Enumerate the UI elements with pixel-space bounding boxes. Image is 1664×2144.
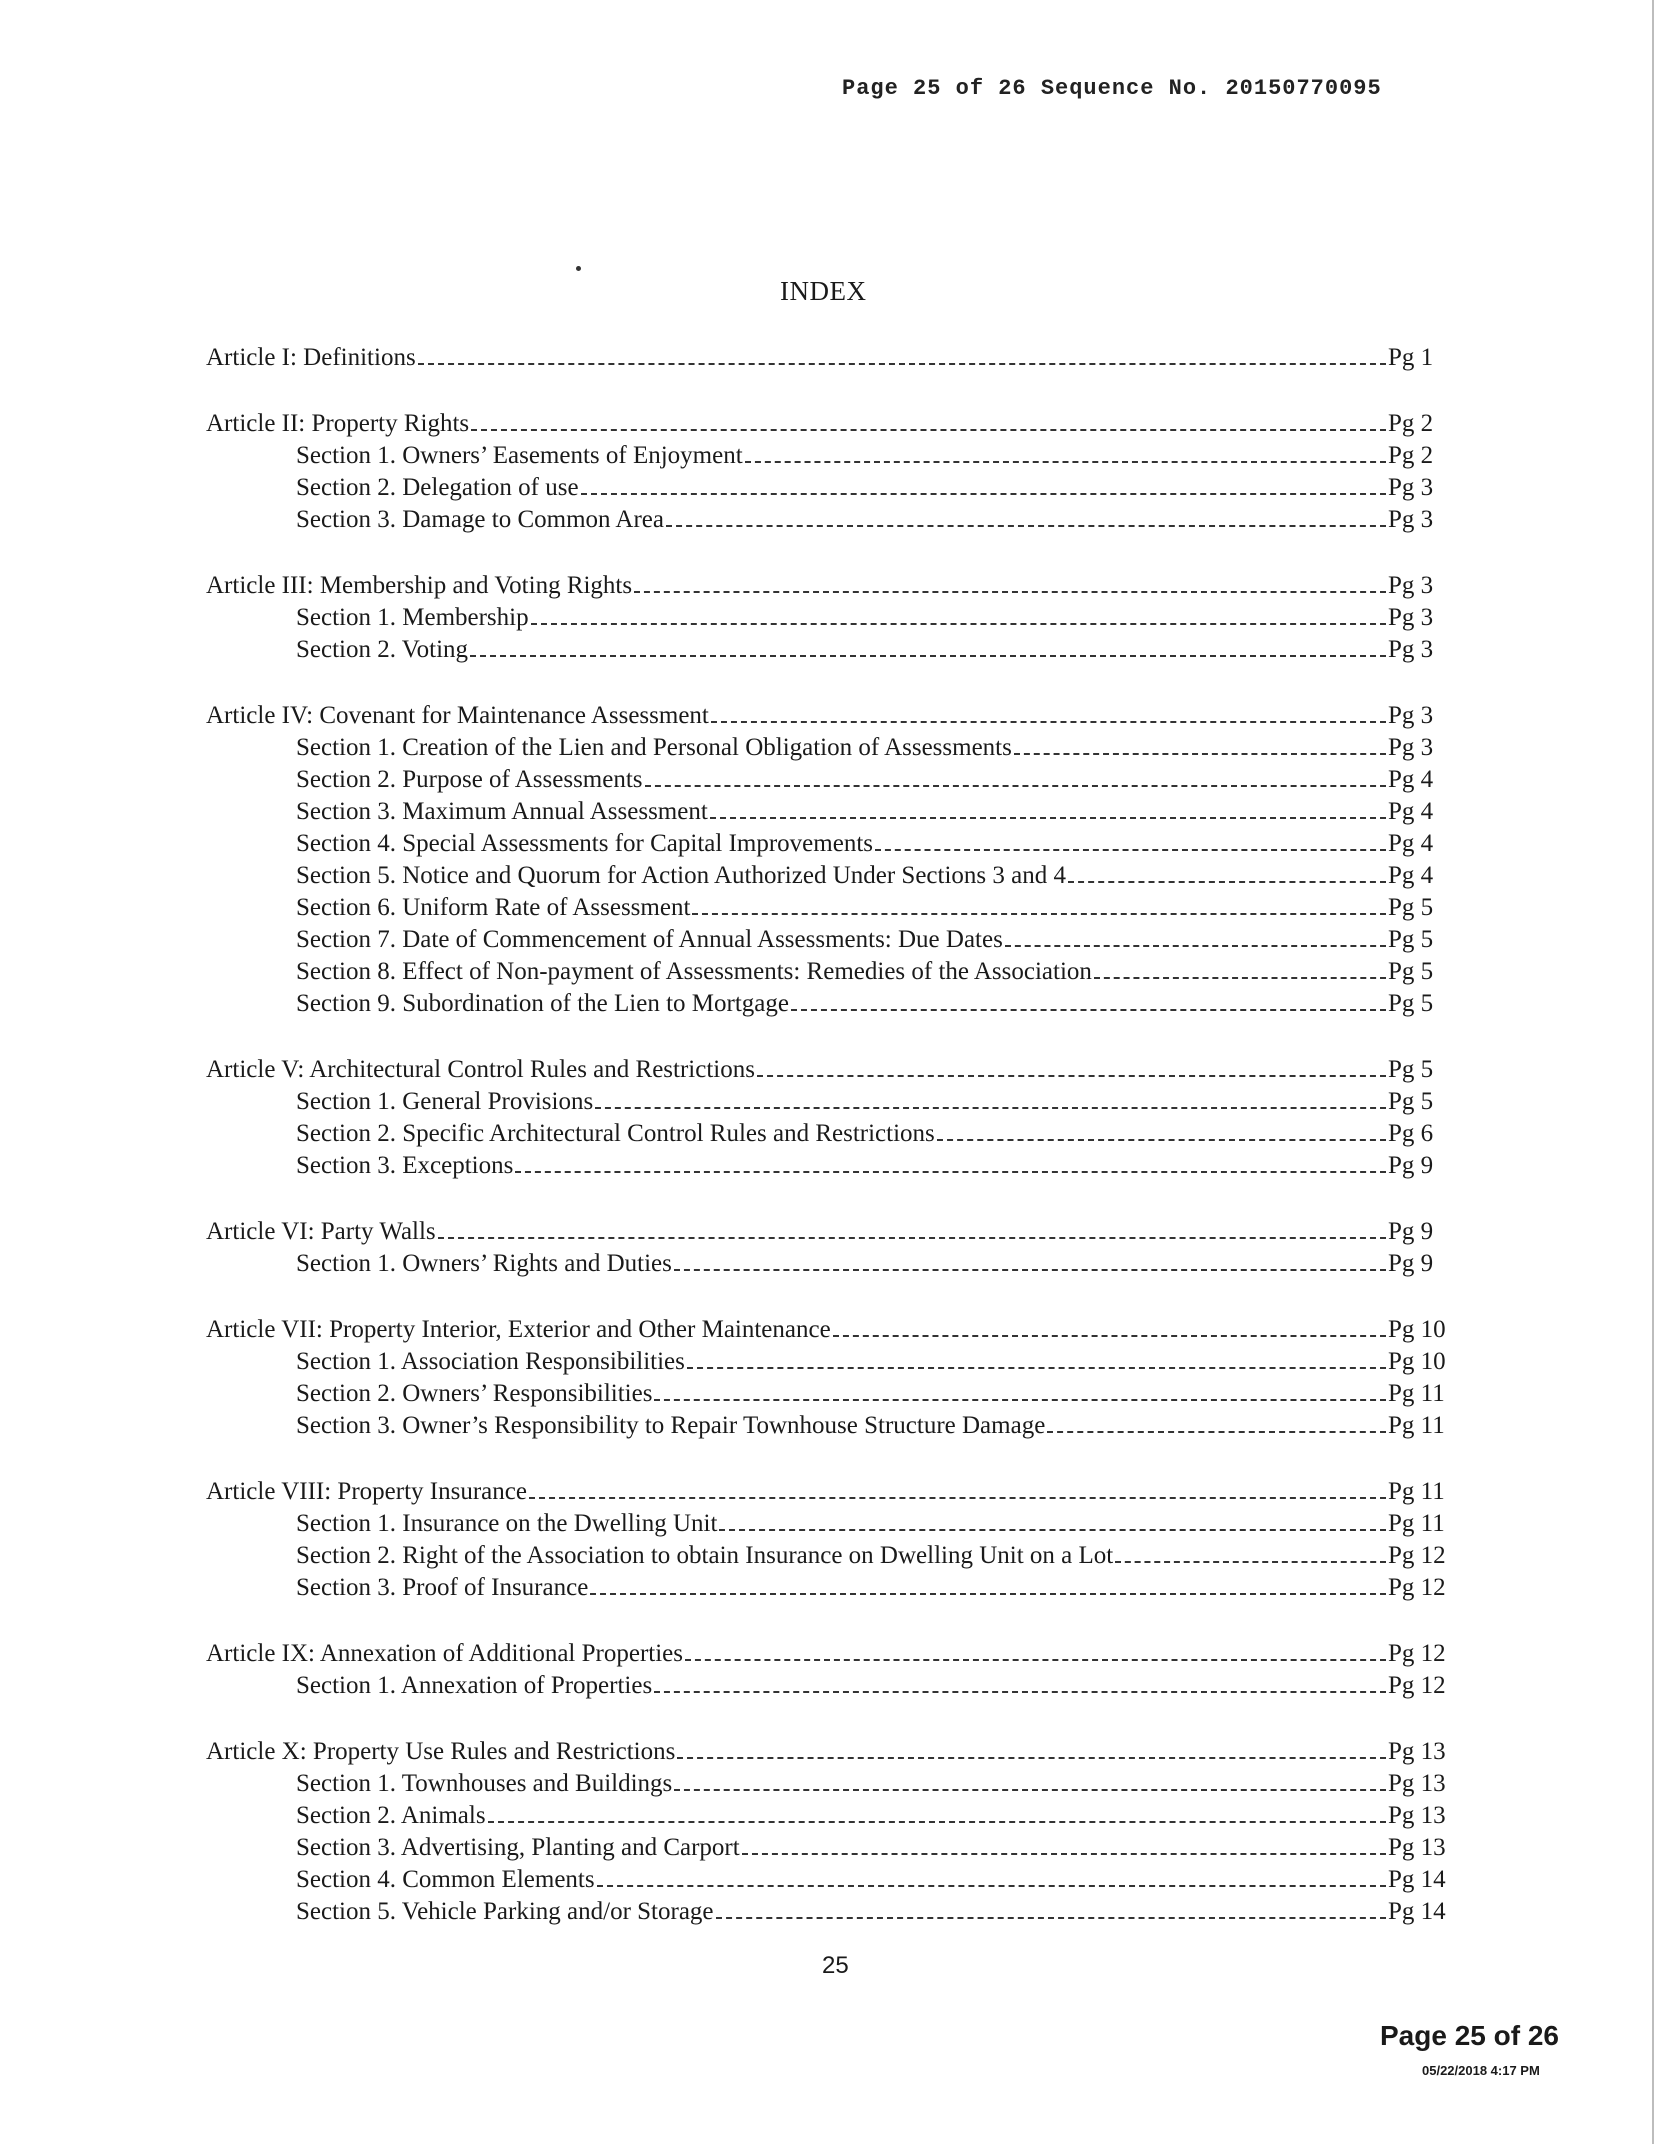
toc-section-entry — [206, 504, 1436, 536]
toc-entry-label: Section 2. Purpose of Assessments — [296, 766, 643, 793]
toc-section-entry — [206, 1118, 1436, 1150]
toc-page-ref: Pg 3 — [1388, 572, 1434, 599]
toc-section-entry — [206, 828, 1436, 860]
toc-leader-dashes — [654, 1399, 1386, 1401]
toc-article-entry — [206, 1636, 1446, 1670]
toc-section-entry — [206, 860, 1436, 892]
toc-leader-dashes — [687, 1367, 1386, 1369]
toc-article-entry — [206, 568, 1436, 602]
toc-leader-dashes — [1047, 1431, 1386, 1433]
toc-section-entry — [206, 1572, 1446, 1604]
toc-leader-dashes — [529, 1497, 1386, 1499]
toc-entry-label: Section 2. Delegation of use — [296, 474, 579, 501]
toc-entry-label: Article IV: Covenant for Maintenance Assessment — [206, 702, 709, 729]
toc-group — [206, 1214, 1436, 1280]
toc-leader-dashes — [488, 1821, 1386, 1823]
page-number: 25 — [822, 1952, 849, 1979]
toc-leader-dashes — [654, 1691, 1386, 1693]
toc-section-entry — [206, 1540, 1446, 1572]
toc-page-ref: Pg 10 — [1388, 1316, 1446, 1343]
toc-page-ref: Pg 9 — [1388, 1152, 1434, 1179]
toc-entry-label: Article VI: Party Walls — [206, 1218, 436, 1245]
toc-page-ref: Pg 3 — [1388, 474, 1434, 501]
index-title: INDEX — [780, 276, 867, 306]
toc-leader-dashes — [418, 363, 1386, 365]
toc-page-ref: Pg 4 — [1388, 798, 1434, 825]
toc-entry-label: Section 1. Annexation of Properties — [296, 1672, 653, 1699]
toc-page-ref: Pg 5 — [1388, 1088, 1434, 1115]
toc-section-entry — [206, 796, 1436, 828]
toc-page-ref: Pg 9 — [1388, 1218, 1434, 1245]
toc-section-entry — [206, 1768, 1446, 1800]
toc-entry-label: Article I: Definitions — [206, 344, 416, 371]
toc-page-ref: Pg 5 — [1388, 894, 1434, 921]
toc-leader-dashes — [711, 721, 1386, 723]
toc-page-ref: Pg 3 — [1388, 636, 1434, 663]
sequence-header: Page 25 of 26 Sequence No. 20150770095 — [842, 76, 1382, 101]
toc-leader-dashes — [674, 1269, 1386, 1271]
toc-leader-dashes — [1068, 881, 1386, 883]
toc-group — [206, 1052, 1436, 1182]
toc-page-ref: Pg 1 — [1388, 344, 1434, 371]
toc-entry-label: Section 3. Proof of Insurance — [296, 1574, 589, 1601]
toc-entry-label: Section 2. Specific Architectural Control Rules and Restrictions — [296, 1120, 935, 1147]
toc-section-entry — [206, 1378, 1445, 1410]
scan-speck — [576, 266, 581, 271]
toc-section-entry — [206, 764, 1436, 796]
toc-section-entry — [206, 440, 1436, 472]
toc-page-ref: Pg 11 — [1388, 1412, 1445, 1439]
toc-section-entry — [206, 1150, 1436, 1182]
toc-article-entry — [206, 1474, 1445, 1508]
toc-page-ref: Pg 11 — [1388, 1510, 1445, 1537]
toc-section-entry — [206, 956, 1436, 988]
toc-leader-dashes — [645, 785, 1386, 787]
toc-article-entry — [206, 1214, 1436, 1248]
toc-section-entry — [206, 988, 1436, 1020]
toc-section-entry — [206, 1670, 1446, 1702]
toc-section-entry — [206, 1248, 1436, 1280]
toc-leader-dashes — [595, 1107, 1386, 1109]
toc-leader-dashes — [716, 1917, 1386, 1919]
toc-entry-label: Section 4. Common Elements — [296, 1866, 595, 1893]
toc-leader-dashes — [666, 525, 1386, 527]
toc-section-entry — [206, 1864, 1446, 1896]
toc-leader-dashes — [674, 1789, 1386, 1791]
toc-section-entry — [206, 1800, 1446, 1832]
toc-entry-label: Article X: Property Use Rules and Restrictions — [206, 1738, 676, 1765]
toc-entry-label: Section 9. Subordination of the Lien to Mortgage — [296, 990, 789, 1017]
toc-section-entry — [206, 1086, 1436, 1118]
toc-article-entry — [206, 1734, 1446, 1768]
toc-group — [206, 406, 1436, 536]
toc-group — [206, 1734, 1446, 1928]
toc-entry-label: Article VIII: Property Insurance — [206, 1478, 527, 1505]
toc-leader-dashes — [634, 591, 1386, 593]
toc-page-ref: Pg 13 — [1388, 1802, 1446, 1829]
toc-leader-dashes — [597, 1885, 1386, 1887]
toc-entry-label: Section 1. Townhouses and Buildings — [296, 1770, 673, 1797]
toc-section-entry — [206, 1508, 1445, 1540]
toc-entry-label: Article IX: Annexation of Additional Properties — [206, 1640, 683, 1667]
toc-section-entry — [206, 732, 1436, 764]
toc-page-ref: Pg 10 — [1388, 1348, 1446, 1375]
toc-entry-label: Section 3. Damage to Common Area — [296, 506, 664, 533]
toc-group — [206, 1636, 1446, 1702]
toc-leader-dashes — [745, 461, 1386, 463]
toc-entry-label: Section 1. Owners’ Easements of Enjoyment — [296, 442, 743, 469]
toc-leader-dashes — [515, 1171, 1386, 1173]
page-edge-rule — [1652, 0, 1654, 2144]
toc-page-ref: Pg 4 — [1388, 862, 1434, 889]
toc-leader-dashes — [1014, 753, 1386, 755]
toc-group — [206, 1474, 1446, 1604]
toc-leader-dashes — [833, 1335, 1386, 1337]
toc-entry-label: Section 1. Insurance on the Dwelling Unit — [296, 1510, 718, 1537]
toc-article-entry — [206, 406, 1436, 440]
toc-entry-label: Section 8. Effect of Non-payment of Assessments: Remedies of the Association — [296, 958, 1092, 985]
toc-entry-label: Article VII: Property Interior, Exterior and Other Maintenance — [206, 1316, 831, 1343]
toc-entry-label: Section 2. Right of the Association to obtain Insurance on Dwelling Unit on a Lot — [296, 1542, 1114, 1569]
toc-page-ref: Pg 9 — [1388, 1250, 1434, 1277]
toc-article-entry — [206, 1052, 1436, 1086]
toc-leader-dashes — [710, 817, 1386, 819]
toc-entry-label: Section 4. Special Assessments for Capital Improvements — [296, 830, 873, 857]
toc-entry-label: Section 2. Voting — [296, 636, 469, 663]
toc-page-ref: Pg 14 — [1388, 1898, 1446, 1925]
toc-section-entry — [206, 892, 1436, 924]
toc-leader-dashes — [791, 1009, 1386, 1011]
toc-section-entry — [206, 1346, 1446, 1378]
toc-page-ref: Pg 6 — [1388, 1120, 1434, 1147]
toc-section-entry — [206, 924, 1436, 956]
toc-page-ref: Pg 4 — [1388, 830, 1434, 857]
toc-page-ref: Pg 12 — [1388, 1640, 1446, 1667]
toc-entry-label: Section 7. Date of Commencement of Annual Assessments: Due Dates — [296, 926, 1003, 953]
toc-page-ref: Pg 5 — [1388, 1056, 1434, 1083]
toc-section-entry — [206, 602, 1436, 634]
toc-page-ref: Pg 5 — [1388, 926, 1434, 953]
toc-page-ref: Pg 5 — [1388, 958, 1434, 985]
toc-page-ref: Pg 11 — [1388, 1380, 1445, 1407]
toc-leader-dashes — [937, 1139, 1386, 1141]
toc-article-entry — [206, 698, 1436, 732]
toc-page-ref: Pg 12 — [1388, 1574, 1446, 1601]
toc-page-ref: Pg 2 — [1388, 442, 1434, 469]
toc-section-entry — [206, 1896, 1446, 1928]
toc-entry-label: Section 2. Animals — [296, 1802, 486, 1829]
toc-leader-dashes — [581, 493, 1386, 495]
toc-leader-dashes — [470, 655, 1386, 657]
toc-entry-label: Section 5. Notice and Quorum for Action Authorized Under Sections 3 and 4 — [296, 862, 1066, 889]
toc-leader-dashes — [742, 1853, 1386, 1855]
toc-page-ref: Pg 11 — [1388, 1478, 1445, 1505]
toc-page-ref: Pg 13 — [1388, 1738, 1446, 1765]
toc-entry-label: Section 1. Membership — [296, 604, 529, 631]
toc-page-ref: Pg 13 — [1388, 1834, 1446, 1861]
toc-leader-dashes — [590, 1593, 1386, 1595]
toc-entry-label: Section 5. Vehicle Parking and/or Storage — [296, 1898, 714, 1925]
toc-section-entry — [206, 1832, 1446, 1864]
toc-leader-dashes — [531, 623, 1386, 625]
toc-leader-dashes — [677, 1757, 1386, 1759]
toc-leader-dashes — [438, 1237, 1386, 1239]
toc-group — [206, 340, 1436, 374]
toc-group — [206, 698, 1436, 1020]
toc-section-entry — [206, 472, 1436, 504]
toc-leader-dashes — [692, 913, 1386, 915]
toc-leader-dashes — [471, 429, 1386, 431]
toc-section-entry — [206, 1410, 1445, 1442]
toc-group — [206, 568, 1436, 666]
toc-page-ref: Pg 3 — [1388, 734, 1434, 761]
toc-page-ref: Pg 12 — [1388, 1672, 1446, 1699]
toc-section-entry — [206, 634, 1436, 666]
toc-page-ref: Pg 3 — [1388, 702, 1434, 729]
table-of-contents — [206, 340, 1446, 1960]
toc-page-ref: Pg 14 — [1388, 1866, 1446, 1893]
toc-leader-dashes — [875, 849, 1386, 851]
footer-timestamp: 05/22/2018 4:17 PM — [1422, 2063, 1540, 2078]
toc-page-ref: Pg 3 — [1388, 604, 1434, 631]
toc-entry-label: Section 1. General Provisions — [296, 1088, 594, 1115]
toc-entry-label: Section 1. Association Responsibilities — [296, 1348, 685, 1375]
toc-page-ref: Pg 12 — [1388, 1542, 1446, 1569]
toc-leader-dashes — [1005, 945, 1386, 947]
toc-entry-label: Section 3. Exceptions — [296, 1152, 514, 1179]
toc-leader-dashes — [1094, 977, 1386, 979]
toc-entry-label: Section 1. Creation of the Lien and Personal Obligation of Assessments — [296, 734, 1012, 761]
toc-entry-label: Article II: Property Rights — [206, 410, 470, 437]
footer-page-count: Page 25 of 26 — [1380, 2020, 1559, 2051]
toc-article-entry — [206, 1312, 1446, 1346]
toc-entry-label: Section 6. Uniform Rate of Assessment — [296, 894, 691, 921]
toc-entry-label: Section 3. Owner’s Responsibility to Repair Townhouse Structure Damage — [296, 1412, 1046, 1439]
toc-entry-label: Article III: Membership and Voting Rights — [206, 572, 633, 599]
toc-article-entry — [206, 340, 1436, 374]
toc-leader-dashes — [1115, 1561, 1386, 1563]
toc-page-ref: Pg 13 — [1388, 1770, 1446, 1797]
toc-page-ref: Pg 4 — [1388, 766, 1434, 793]
toc-leader-dashes — [757, 1075, 1386, 1077]
toc-group — [206, 1312, 1446, 1442]
toc-entry-label: Section 3. Advertising, Planting and Carport — [296, 1834, 740, 1861]
toc-page-ref: Pg 2 — [1388, 410, 1434, 437]
toc-entry-label: Article V: Architectural Control Rules and Restrictions — [206, 1056, 755, 1083]
toc-entry-label: Section 3. Maximum Annual Assessment — [296, 798, 708, 825]
toc-page-ref: Pg 3 — [1388, 506, 1434, 533]
toc-page-ref: Pg 5 — [1388, 990, 1434, 1017]
toc-entry-label: Section 1. Owners’ Rights and Duties — [296, 1250, 672, 1277]
toc-entry-label: Section 2. Owners’ Responsibilities — [296, 1380, 653, 1407]
toc-leader-dashes — [719, 1529, 1386, 1531]
toc-leader-dashes — [685, 1659, 1386, 1661]
